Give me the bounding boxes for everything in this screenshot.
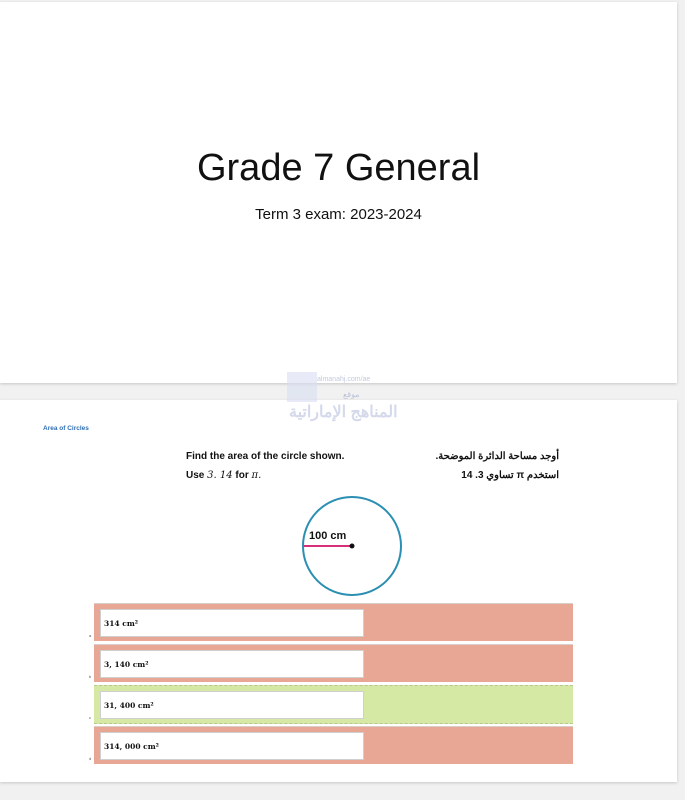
question-slide[interactable] [0, 400, 677, 782]
answer-box [100, 609, 364, 637]
answer-option-b[interactable] [94, 644, 573, 682]
option-letter-b: b [89, 674, 92, 679]
watermark-url: almanahj.com/ae [317, 376, 371, 383]
slide-subtitle: Term 3 exam: 2023-2024 [255, 206, 422, 223]
hint-pi-symbol: π. [251, 470, 262, 481]
title-slide[interactable] [0, 2, 677, 383]
answer-value: 31, 400 cm² [104, 701, 154, 710]
circle-diagram [295, 493, 410, 598]
center-point [350, 544, 355, 549]
question-text-en: Find the area of the circle shown. [186, 451, 345, 462]
answer-option-a[interactable] [94, 603, 573, 641]
watermark-logo [285, 372, 415, 432]
answer-option-c[interactable] [94, 685, 573, 724]
answer-value: 3, 140 cm² [104, 660, 149, 669]
option-letter-d: d [89, 756, 92, 761]
section-label: Area of Circles [43, 425, 89, 432]
option-letter-a: a [89, 633, 92, 638]
watermark-square-icon [287, 372, 317, 402]
watermark-text-1: موقع [343, 390, 360, 399]
slide-title: Grade 7 General [196, 147, 481, 189]
hint-for: for [235, 470, 249, 481]
hint-pi-value: 3. 14 [207, 470, 233, 481]
answer-value: 314 cm² [104, 619, 139, 628]
question-hint-en [186, 470, 261, 481]
question-text-ar: أوجد مساحة الدائرة الموضحة. [435, 451, 559, 462]
question-hint-ar: استخدم π تساوي 3. 14 [461, 470, 559, 481]
answer-value: 314, 000 cm² [104, 742, 159, 751]
answer-option-d[interactable] [94, 726, 573, 764]
hint-prefix: Use [186, 470, 205, 481]
radius-label: 100 cm [309, 530, 347, 542]
option-letter-c: c [89, 715, 91, 720]
watermark-text-2: المناهج الإماراتية [289, 404, 398, 421]
